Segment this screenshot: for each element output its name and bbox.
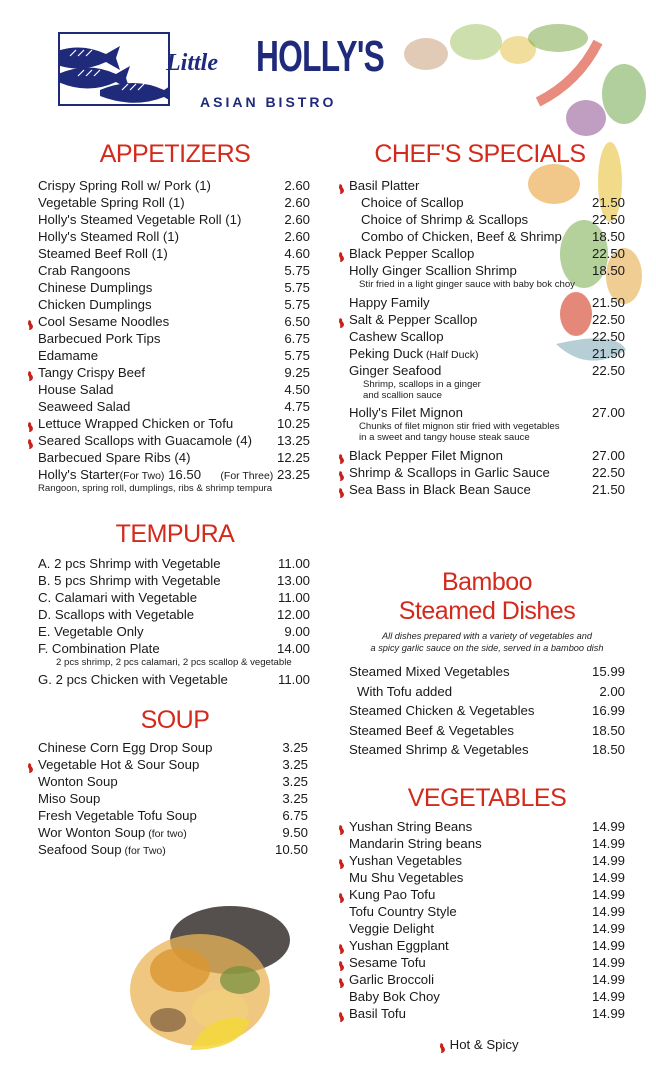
item-description: Rangoon, spring roll, dumplings, ribs & shrimp tempura bbox=[38, 483, 273, 494]
fish-logo-icon bbox=[58, 32, 170, 106]
item-name: With Tofu added bbox=[357, 683, 453, 699]
item-price: 22.50 bbox=[591, 465, 625, 480]
menu-item: Happy Family 21.50 bbox=[349, 295, 625, 310]
menu-item bbox=[349, 971, 625, 988]
item-name: Black Pepper Filet Mignon bbox=[349, 448, 503, 463]
item-name: Tangy Crispy Beef bbox=[38, 365, 146, 380]
item-price: 18.50 bbox=[591, 229, 625, 244]
item-name: Crab Rangoons bbox=[38, 263, 131, 278]
item-name: House Salad bbox=[38, 382, 114, 397]
item-price: 21.50 bbox=[591, 195, 625, 210]
menu-item bbox=[38, 824, 308, 841]
item-name: Fresh Vegetable Tofu Soup bbox=[38, 808, 197, 823]
item-name: Wor Wonton Soup (for two) bbox=[38, 825, 187, 840]
item-price: 14.99 bbox=[591, 921, 625, 936]
chili-pepper-icon bbox=[339, 958, 345, 968]
item-price: 22.50 bbox=[591, 212, 625, 227]
item-price: 14.99 bbox=[591, 853, 625, 868]
item-description: Stir fried in a light ginger sauce with baby bok choy bbox=[359, 279, 575, 290]
menu-item bbox=[38, 279, 310, 296]
menu-item bbox=[349, 818, 625, 835]
item-price: 9.00 bbox=[284, 624, 310, 639]
item-name: Steamed Beef Roll (1) bbox=[38, 246, 168, 261]
item-price: 9.50 bbox=[282, 825, 308, 840]
item-price: 11.00 bbox=[277, 556, 310, 571]
item-name: Choice of Scallop bbox=[361, 195, 464, 210]
menu-item bbox=[349, 464, 625, 481]
item-price: 6.50 bbox=[284, 314, 310, 329]
item-price: 12.25 bbox=[276, 450, 310, 465]
item-name: Tofu Country Style bbox=[349, 904, 457, 919]
menu-item bbox=[349, 1005, 625, 1022]
menu-item: G. 2 pcs Chicken with Vegetable 11.00 bbox=[38, 672, 310, 687]
item-price: 14.99 bbox=[591, 938, 625, 953]
chili-pepper-icon bbox=[339, 181, 345, 191]
item-name: Garlic Broccoli bbox=[349, 972, 435, 987]
chili-pepper-icon bbox=[339, 975, 345, 985]
item-name: Combo of Chicken, Beef & Shrimp bbox=[361, 229, 562, 244]
legend-label: Hot & Spicy bbox=[449, 1037, 519, 1052]
item-name: B. 5 pcs Shrimp with Vegetable bbox=[38, 573, 221, 588]
menu-item: Black Pepper Scallop 22.50 bbox=[349, 245, 625, 262]
item-name: Barbecued Pork Tips bbox=[38, 331, 161, 346]
item-price: 4.60 bbox=[284, 246, 310, 261]
menu-item bbox=[349, 228, 625, 245]
bamboo-heading bbox=[349, 568, 625, 626]
item-price: 14.99 bbox=[591, 1006, 625, 1021]
item-name: Veggie Delight bbox=[349, 921, 435, 936]
item-name: Steamed Shrimp & Vegetables bbox=[349, 742, 529, 757]
logo-hollys: HOLLY'S bbox=[256, 32, 385, 81]
menu-item bbox=[38, 589, 310, 606]
item-name: D. Scallops with Vegetable bbox=[38, 607, 195, 622]
item-price: 6.75 bbox=[284, 331, 310, 346]
menu-item bbox=[38, 245, 310, 262]
vegetables-heading: VEGETABLES bbox=[407, 784, 567, 812]
item-name: Vegetable Spring Roll (1) bbox=[38, 195, 185, 210]
item-price: 13.25 bbox=[276, 433, 310, 448]
menu-item bbox=[349, 835, 625, 852]
menu-item bbox=[349, 211, 625, 228]
bamboo-heading-line1: Bamboo bbox=[441, 568, 533, 596]
menu-item bbox=[38, 807, 308, 824]
item-price: 10.25 bbox=[276, 416, 310, 431]
logo-little: Little bbox=[166, 50, 218, 76]
item-price: 14.99 bbox=[591, 904, 625, 919]
menu-item bbox=[349, 988, 625, 1005]
item-description: Shrimp, scallops in a ginger bbox=[363, 379, 481, 390]
menu-item bbox=[38, 841, 308, 858]
item-price: 13.00 bbox=[276, 573, 310, 588]
menu-item: Holly's Starter(For Two) 16.50 (For Three) 23.25 bbox=[38, 467, 310, 482]
appetizers-heading: APPETIZERS bbox=[99, 140, 251, 168]
restaurant-logo bbox=[38, 30, 385, 120]
chili-pepper-icon bbox=[28, 760, 34, 770]
tempura-heading: TEMPURA bbox=[115, 520, 235, 548]
item-name: Wonton Soup bbox=[38, 774, 118, 789]
item-price: 14.99 bbox=[591, 955, 625, 970]
menu-item: Cashew Scallop 22.50 bbox=[349, 329, 625, 344]
item-price: 4.50 bbox=[284, 382, 310, 397]
menu-item bbox=[349, 903, 625, 920]
menu-item bbox=[349, 662, 625, 682]
item-description: 2 pcs shrimp, 2 pcs calamari, 2 pcs scallop & vegetable bbox=[56, 657, 292, 668]
item-price: 16.99 bbox=[591, 703, 625, 718]
item-name: Edamame bbox=[38, 348, 99, 363]
menu-item bbox=[349, 721, 625, 741]
item-price: 11.00 bbox=[277, 590, 310, 605]
menu-item bbox=[349, 869, 625, 886]
menu-item bbox=[349, 852, 625, 869]
menu-item bbox=[38, 572, 310, 589]
item-description: in a sweet and tangy house steak sauce bbox=[359, 432, 530, 443]
chili-pepper-icon bbox=[28, 317, 34, 327]
item-price: 14.99 bbox=[591, 989, 625, 1004]
vegetables-list bbox=[349, 818, 625, 1022]
menu-item bbox=[349, 954, 625, 971]
menu-item bbox=[349, 194, 625, 211]
menu-item bbox=[38, 262, 310, 279]
menu-item bbox=[38, 330, 310, 347]
item-price: 12.00 bbox=[276, 607, 310, 622]
item-price: 18.50 bbox=[591, 722, 625, 738]
menu-item bbox=[38, 449, 310, 466]
item-name: Steamed Mixed Vegetables bbox=[349, 664, 510, 679]
menu-item bbox=[38, 194, 310, 211]
item-price: 9.25 bbox=[284, 365, 310, 380]
item-price: 2.60 bbox=[284, 178, 310, 193]
item-name: Choice of Shrimp & Scallops bbox=[361, 212, 529, 227]
menu-item bbox=[349, 701, 625, 721]
item-price: 2.60 bbox=[284, 195, 310, 210]
item-name: Kung Pao Tofu bbox=[349, 887, 436, 902]
item-price: 14.99 bbox=[591, 870, 625, 885]
item-price: 18.50 bbox=[591, 742, 625, 757]
item-price: 27.00 bbox=[591, 448, 625, 463]
item-price: 14.99 bbox=[591, 887, 625, 902]
menu-item bbox=[38, 313, 310, 330]
item-price: 3.25 bbox=[282, 740, 308, 755]
logo-asian-bistro: ASIAN BISTRO bbox=[200, 94, 337, 110]
menu-item bbox=[38, 790, 308, 807]
menu-item bbox=[38, 177, 310, 194]
menu-item bbox=[38, 739, 308, 756]
menu-item bbox=[38, 773, 308, 790]
menu-item bbox=[349, 481, 625, 498]
soup-list bbox=[38, 739, 308, 858]
bamboo-list bbox=[349, 662, 625, 760]
menu-item bbox=[38, 555, 310, 572]
item-name: Yushan Eggplant bbox=[349, 938, 449, 953]
chili-pepper-icon bbox=[339, 451, 345, 461]
item-price: 14.00 bbox=[276, 641, 310, 656]
menu-item: Peking Duck (Half Duck) 21.50 bbox=[349, 346, 625, 361]
chili-pepper-icon bbox=[28, 368, 34, 378]
tempura-photo bbox=[120, 870, 300, 1060]
item-name: Mandarin String beans bbox=[349, 836, 482, 851]
chefs-specials-heading: CHEF'S SPECIALS bbox=[374, 140, 586, 168]
item-price: 5.75 bbox=[284, 263, 310, 278]
item-name: Miso Soup bbox=[38, 791, 101, 806]
item-name: Steamed Beef & Vegetables bbox=[349, 722, 514, 738]
menu-item bbox=[38, 415, 310, 432]
item-name: Shrimp & Scallops in Garlic Sauce bbox=[349, 465, 550, 480]
item-name: Cool Sesame Noodles bbox=[38, 314, 170, 329]
soup-heading: SOUP bbox=[140, 706, 210, 734]
menu-item: Salt & Pepper Scallop 22.50 bbox=[349, 311, 625, 328]
item-price: 14.99 bbox=[591, 972, 625, 987]
item-price: 21.50 bbox=[591, 482, 625, 497]
item-name: Seared Scallops with Guacamole (4) bbox=[38, 433, 253, 448]
chili-pepper-icon bbox=[339, 315, 345, 325]
appetizers-starter bbox=[38, 466, 310, 494]
item-name: F. Combination Plate bbox=[38, 641, 160, 656]
item-price: 14.99 bbox=[591, 819, 625, 834]
menu-item bbox=[349, 682, 625, 702]
menu-item bbox=[38, 211, 310, 228]
item-name: Mu Shu Vegetables bbox=[349, 870, 464, 885]
menu-item bbox=[38, 640, 310, 657]
chili-pepper-icon bbox=[339, 1009, 345, 1019]
item-price: 3.25 bbox=[282, 774, 308, 789]
item-name: Steamed Chicken & Vegetables bbox=[349, 703, 535, 718]
item-name: Barbecued Spare Ribs (4) bbox=[38, 450, 191, 465]
item-price: 5.75 bbox=[284, 280, 310, 295]
item-name: Chicken Dumplings bbox=[38, 297, 152, 312]
item-name: E. Vegetable Only bbox=[38, 624, 144, 639]
menu-item bbox=[38, 756, 308, 773]
menu-item bbox=[349, 886, 625, 903]
item-price: 14.99 bbox=[591, 836, 625, 851]
chefs-specials-list bbox=[349, 177, 625, 498]
item-name: Yushan Vegetables bbox=[349, 853, 462, 868]
bamboo-note-line2: a spicy garlic sauce on the side, served in a bamboo dish bbox=[370, 643, 604, 653]
item-name: C. Calamari with Vegetable bbox=[38, 590, 198, 605]
menu-item bbox=[38, 228, 310, 245]
menu-item bbox=[38, 623, 310, 640]
item-name: Baby Bok Choy bbox=[349, 989, 440, 1004]
item-name: Sea Bass in Black Bean Sauce bbox=[349, 482, 531, 497]
item-name: Vegetable Hot & Sour Soup bbox=[38, 757, 200, 772]
chili-pepper-icon bbox=[339, 822, 345, 832]
chili-pepper-icon bbox=[28, 419, 34, 429]
bamboo-description bbox=[349, 630, 625, 654]
item-name: Chinese Corn Egg Drop Soup bbox=[38, 740, 213, 755]
hot-spicy-legend bbox=[440, 1037, 519, 1052]
menu-item: Holly Ginger Scallion Shrimp 18.50 bbox=[349, 263, 625, 278]
tempura-list bbox=[38, 555, 310, 688]
item-price: 15.99 bbox=[591, 664, 625, 679]
item-name: Basil Tofu bbox=[349, 1006, 406, 1021]
chili-pepper-icon bbox=[339, 941, 345, 951]
chili-pepper-icon bbox=[339, 468, 345, 478]
chili-pepper-icon bbox=[339, 890, 345, 900]
item-name: Holly's Steamed Roll (1) bbox=[38, 229, 180, 244]
menu-item bbox=[38, 381, 310, 398]
menu-item bbox=[38, 296, 310, 313]
menu-item bbox=[349, 740, 625, 760]
appetizers-list bbox=[38, 177, 310, 466]
item-price: 10.50 bbox=[274, 842, 308, 857]
bamboo-heading-line2: Steamed Dishes bbox=[398, 597, 576, 625]
chili-pepper-icon bbox=[339, 856, 345, 866]
item-price: 2.60 bbox=[284, 229, 310, 244]
chili-pepper-icon bbox=[339, 485, 345, 495]
menu-item bbox=[38, 398, 310, 415]
chili-pepper-icon bbox=[339, 249, 345, 259]
chili-pepper-icon bbox=[440, 1041, 446, 1051]
item-price: 3.25 bbox=[282, 791, 308, 806]
menu-item bbox=[38, 432, 310, 449]
item-description: and scallion sauce bbox=[363, 390, 442, 401]
menu-item bbox=[349, 447, 625, 464]
chili-pepper-icon bbox=[28, 436, 34, 446]
menu-item bbox=[349, 920, 625, 937]
item-price: 5.75 bbox=[284, 297, 310, 312]
item-price: 3.25 bbox=[282, 757, 308, 772]
menu-item bbox=[349, 937, 625, 954]
item-price: 2.00 bbox=[599, 683, 625, 699]
item-price: 5.75 bbox=[284, 348, 310, 363]
item-name: Holly's Steamed Vegetable Roll (1) bbox=[38, 212, 242, 227]
menu-item: Ginger Seafood 22.50 bbox=[349, 363, 625, 378]
item-name: Lettuce Wrapped Chicken or Tofu bbox=[38, 416, 234, 431]
item-name: Crispy Spring Roll w/ Pork (1) bbox=[38, 178, 211, 193]
menu-item bbox=[38, 364, 310, 381]
item-name: Sesame Tofu bbox=[349, 955, 426, 970]
item-name: Yushan String Beans bbox=[349, 819, 473, 834]
bamboo-note-line1: All dishes prepared with a variety of vegetables and bbox=[382, 631, 592, 641]
item-name: Chinese Dumplings bbox=[38, 280, 153, 295]
item-name: A. 2 pcs Shrimp with Vegetable bbox=[38, 556, 221, 571]
item-name: Seafood Soup (for Two) bbox=[38, 842, 166, 857]
item-description: Chunks of filet mignon stir fried with vegetables bbox=[359, 421, 560, 432]
item-price: 2.60 bbox=[284, 212, 310, 227]
item-price: 4.75 bbox=[284, 399, 310, 414]
item-name: Seaweed Salad bbox=[38, 399, 131, 414]
menu-item: Basil Platter bbox=[349, 177, 625, 194]
item-price: 6.75 bbox=[282, 808, 308, 823]
menu-item: Holly's Filet Mignon 27.00 bbox=[349, 405, 625, 420]
menu-item bbox=[38, 606, 310, 623]
menu-item bbox=[38, 347, 310, 364]
